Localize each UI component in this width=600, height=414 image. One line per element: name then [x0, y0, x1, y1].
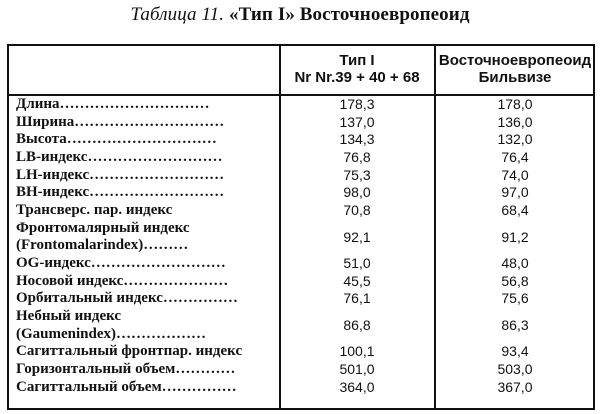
type-i-value: 134,3	[339, 131, 375, 148]
row-label: BH-индекс………………………	[16, 184, 225, 201]
east-european-value: 91,2	[501, 228, 529, 245]
row-label: Трансверс. пар. индекс	[16, 202, 173, 219]
row-label: Орбитальный индекс……………	[16, 290, 238, 307]
type-i-value: 364,0	[339, 378, 375, 395]
row-label: Носовой индекс…………………	[16, 272, 229, 289]
east-european-value: 48,0	[501, 255, 529, 271]
table-body	[9, 96, 593, 396]
table-row	[9, 202, 593, 220]
table-header	[9, 46, 593, 96]
east-european-value: 93,4	[501, 343, 529, 360]
east-european-value: 503,0	[497, 360, 533, 377]
row-label: LB-индекс………………………	[16, 149, 223, 166]
table-row	[9, 184, 593, 202]
header-type-i-name: Тип I	[339, 52, 375, 69]
type-i-value: 70,8	[343, 202, 371, 219]
type-i-value: 76,8	[343, 149, 371, 166]
east-european-value: 178,0	[497, 96, 533, 112]
table-row	[9, 114, 593, 132]
table-row	[9, 167, 593, 185]
row-label: Сагиттальный объем……………	[16, 378, 237, 395]
east-european-value: 74,0	[501, 166, 529, 183]
type-i-value: 86,8	[343, 317, 371, 334]
table-row	[9, 361, 593, 379]
table-row	[9, 343, 593, 361]
row-label: Ширина…………………………	[16, 113, 225, 130]
east-european-value: 56,8	[501, 272, 529, 289]
table-row	[9, 96, 593, 114]
table-caption: «Тип I» Восточноевропеоид	[228, 4, 470, 25]
east-european-value: 136,0	[497, 113, 533, 130]
east-european-value: 97,0	[501, 184, 529, 201]
table-row	[9, 308, 593, 343]
east-european-value: 68,4	[501, 202, 529, 219]
east-european-value: 86,3	[501, 317, 529, 334]
table-title	[0, 4, 600, 26]
row-label: LH-индекс………………………	[16, 166, 225, 183]
header-type-i-numbers: Nr Nr.39 + 40 + 68	[294, 69, 420, 86]
table-row	[9, 379, 593, 397]
type-i-value: 76,1	[343, 290, 371, 307]
header-east-european-source: Бильвизе	[478, 69, 552, 86]
east-european-value: 132,0	[497, 131, 533, 148]
header-east-european	[435, 52, 595, 86]
row-label: Горизонтальный объем…………	[16, 360, 236, 377]
east-european-value: 367,0	[497, 378, 533, 395]
table-row	[9, 220, 593, 255]
table-row	[9, 149, 593, 167]
table-row	[9, 290, 593, 308]
type-i-value: 45,5	[343, 272, 371, 289]
type-i-value: 51,0	[343, 255, 371, 271]
row-label: Длина…………………………	[16, 96, 210, 112]
type-i-value: 75,3	[343, 166, 371, 183]
type-i-value: 501,0	[339, 360, 375, 377]
type-i-value: 178,3	[339, 96, 375, 112]
type-i-value: 92,1	[343, 228, 371, 245]
table-row	[9, 255, 593, 273]
header-east-european-name: Восточноевропеоид	[438, 52, 592, 69]
data-table	[7, 44, 595, 410]
row-label: OG-индекс………………………	[16, 255, 226, 271]
row-label: Высота…………………………	[16, 131, 217, 148]
row-label: Сагиттальный фронтпар. индекс	[16, 343, 243, 360]
header-type-i	[280, 52, 434, 86]
type-i-value: 137,0	[339, 113, 375, 130]
table-row	[9, 273, 593, 291]
east-european-value: 75,6	[501, 290, 529, 307]
table-row	[9, 131, 593, 149]
table-number: Таблица 11.	[130, 4, 225, 25]
type-i-value: 100,1	[339, 343, 375, 360]
row-label: Небный индекс (Gaumenindex)………………	[16, 308, 207, 342]
row-label: Фронтомалярный индекс (Frontomalarindex)………	[16, 219, 190, 254]
type-i-value: 98,0	[343, 184, 371, 201]
east-european-value: 76,4	[501, 149, 529, 166]
